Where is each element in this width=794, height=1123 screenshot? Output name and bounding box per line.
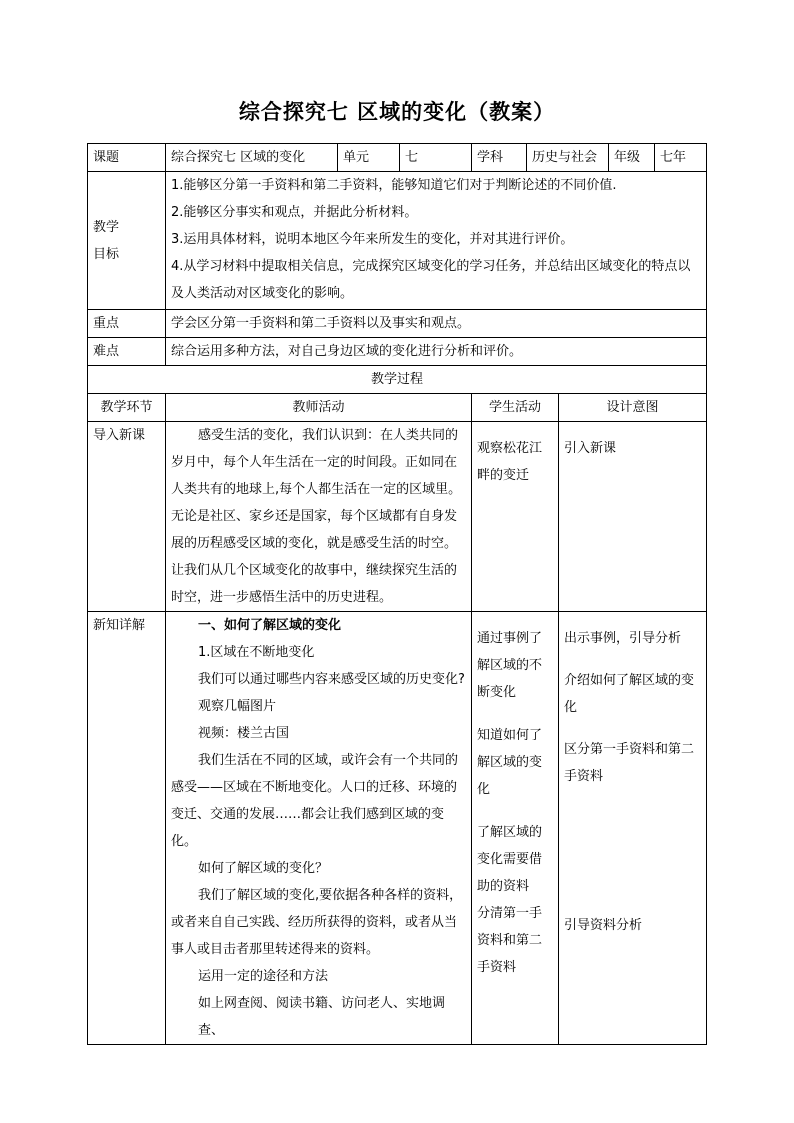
design-intent: 介绍如何了解区域的变化 bbox=[564, 673, 695, 715]
key-point-label: 重点 bbox=[88, 310, 166, 338]
goal-item: 1.能够区分第一手资料和第二手资料，能够知道它们对于判断论述的不同价值. bbox=[171, 178, 617, 193]
teacher-line: 观察几幅图片 bbox=[198, 699, 277, 714]
student-activity: 了解区域的变化需要借助的资料 bbox=[477, 825, 543, 894]
design-intent: 区分第一手资料和第二手资料 bbox=[564, 742, 695, 784]
goal-item: 4.从学习材料中提取相关信息，完成探究区域变化的学习任务，并总结出区域变化的特点以及人类活动对区域变化的影响。 bbox=[171, 259, 691, 301]
grade-value: 七年 bbox=[655, 144, 707, 172]
teacher-line: 我们生活在不同的区域，或许会有一个共同的感受——区域在不断地变化。人口的迁移、环境的变迁、交通的发展……都会让我们感到区域的变化。 bbox=[171, 753, 459, 849]
col-intent-header: 设计意图 bbox=[559, 394, 707, 422]
difficulty-row bbox=[88, 338, 707, 366]
topic-value: 综合探究七 区域的变化 bbox=[166, 144, 338, 172]
goals-row bbox=[88, 172, 707, 310]
intro-stage: 导入新课 bbox=[88, 422, 166, 612]
col-teacher-header: 教师活动 bbox=[166, 394, 472, 422]
teacher-line: 运用一定的途径和方法 bbox=[198, 969, 329, 984]
goals-content bbox=[166, 172, 707, 310]
header-row bbox=[88, 144, 707, 172]
teacher-line: 如何了解区域的变化？ bbox=[198, 861, 329, 876]
col-stage-header: 教学环节 bbox=[88, 394, 166, 422]
goal-item: 2.能够区分事实和观点，并据此分析材料。 bbox=[171, 205, 418, 220]
unit-label: 单元 bbox=[338, 144, 400, 172]
unit-value: 七 bbox=[400, 144, 472, 172]
lesson-plan-table bbox=[87, 143, 707, 1045]
column-header-row bbox=[88, 394, 707, 422]
intro-student: 观察松花江畔的变迁 bbox=[472, 422, 559, 612]
teacher-line: 我们了解区域的变化,要依据各种各样的资料，或者来自自己实践、经历所获得的资料，或者从当事人或目击者那里转述得来的资料。 bbox=[171, 888, 463, 957]
key-point-row bbox=[88, 310, 707, 338]
subject-value: 历史与社会 bbox=[527, 144, 609, 172]
col-student-header: 学生活动 bbox=[472, 394, 559, 422]
new-stage: 新知详解 bbox=[88, 612, 166, 1045]
subject-label: 学科 bbox=[472, 144, 527, 172]
new-teacher bbox=[166, 612, 472, 1045]
difficulty-label: 难点 bbox=[88, 338, 166, 366]
difficulty-value: 综合运用多种方法，对自己身边区域的变化进行分析和评价。 bbox=[166, 338, 707, 366]
new-intent bbox=[559, 612, 707, 1045]
teacher-line: 如上网查阅、阅读书籍、访问老人、实地调查、 bbox=[198, 996, 446, 1038]
teacher-line: 1.区域在不断地变化 bbox=[198, 645, 315, 660]
design-intent: 出示事例，引导分析 bbox=[564, 631, 682, 646]
process-title: 教学过程 bbox=[88, 366, 707, 394]
key-point-value: 学会区分第一手资料和第二手资料以及事实和观点。 bbox=[166, 310, 707, 338]
goal-item: 3.运用具体材料，说明本地区今年来所发生的变化，并对其进行评价。 bbox=[171, 232, 574, 247]
topic-label: 课题 bbox=[88, 144, 166, 172]
design-intent: 引导资料分析 bbox=[564, 918, 643, 933]
intro-teacher: 感受生活的变化，我们认识到：在人类共同的岁月中，每个人年生活在一定的时间段。正如同在人类共有的地球上,每个人都生活在一定的区域里。无论是社区、家乡还是国家，每个区域都有自身发展的历程感受区域的变化，就是感受生活的时空。让我们从几个区域变化的故事中，继续探究生活的时空，进一步感悟生活中的历史进程。 bbox=[166, 422, 472, 612]
grade-label: 年级 bbox=[609, 144, 655, 172]
process-title-row bbox=[88, 366, 707, 394]
new-student bbox=[472, 612, 559, 1045]
student-activity: 分清第一手资料和第二手资料 bbox=[477, 906, 543, 975]
student-activity: 通过事例了解区域的不断变化 bbox=[477, 631, 543, 700]
teacher-line: 我们可以通过哪些内容来感受区域的历史变化? bbox=[198, 672, 465, 687]
section-heading: 一、如何了解区域的变化 bbox=[198, 618, 342, 633]
new-knowledge-row bbox=[88, 612, 707, 1045]
teacher-line: 视频：楼兰古国 bbox=[198, 726, 290, 741]
document-title: 综合探究七 区域的变化（教案） bbox=[238, 100, 556, 124]
intro-intent: 引入新课 bbox=[559, 422, 707, 612]
intro-row bbox=[88, 422, 707, 612]
student-activity: 知道如何了解区域的变化 bbox=[477, 728, 543, 797]
goals-label: 教学目标 bbox=[88, 172, 166, 310]
